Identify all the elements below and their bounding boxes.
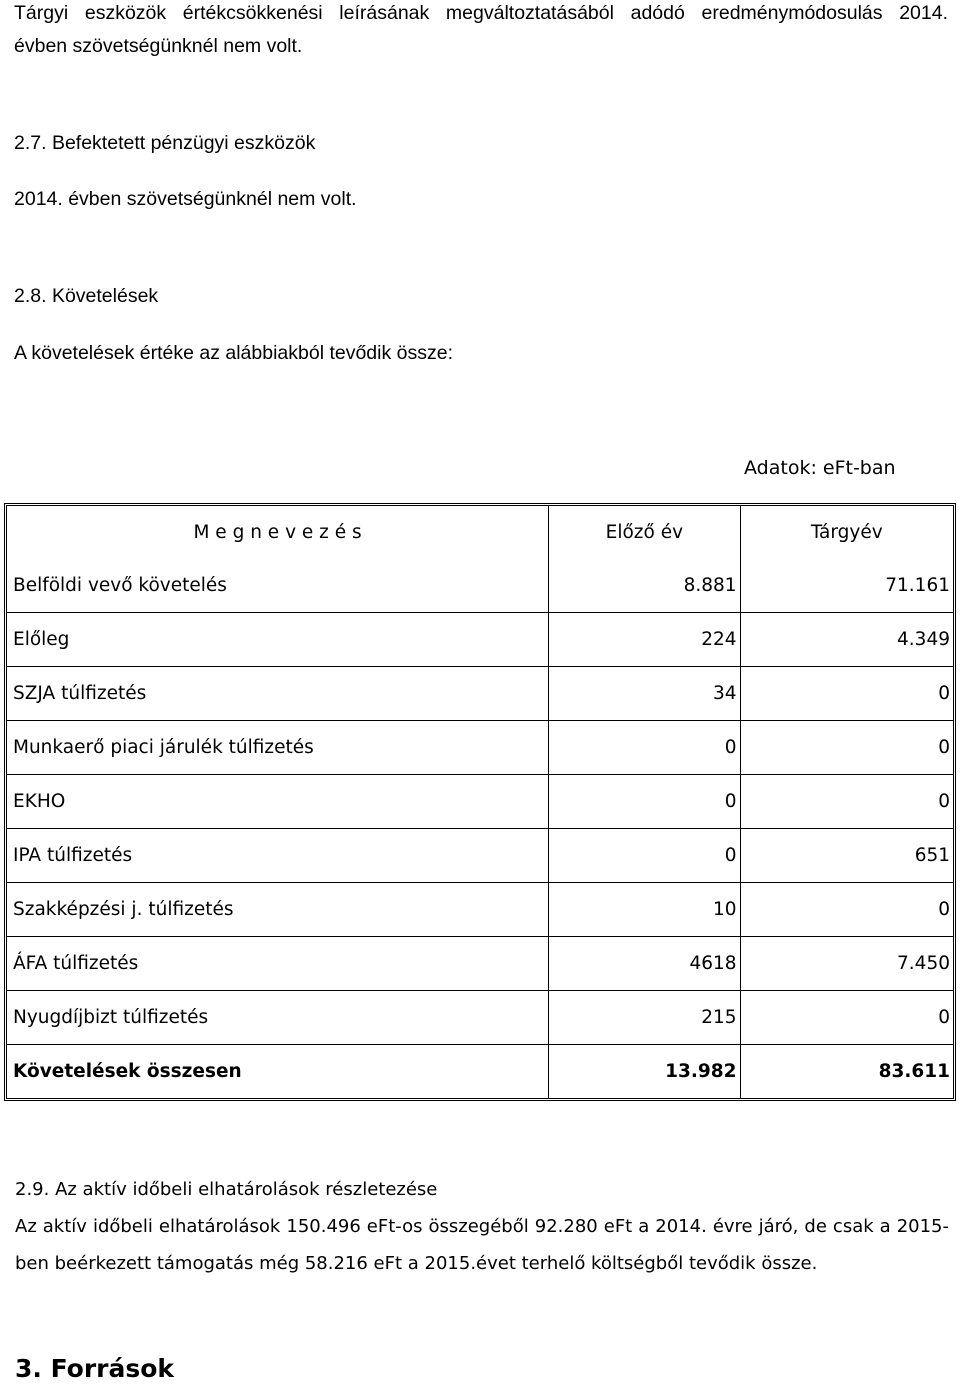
section-2-9-line-1: Az aktív időbeli elhatárolások 150.496 eFt-os összegéből 92.280 eFt a 2014. évre járó, de csak a 2015-: [15, 1216, 949, 1237]
row-current: 0: [741, 775, 953, 829]
row-name: Előleg: [7, 613, 549, 667]
header-name: M e g n e v e z é s: [7, 506, 549, 559]
section-3-title: 3. Források: [15, 1354, 175, 1383]
row-current: 0: [741, 991, 953, 1045]
unit-note: Adatok: eFt-ban: [744, 457, 896, 479]
section-2-8-title: 2.8. Követelések: [14, 285, 159, 307]
row-name: Nyugdíjbizt túlfizetés: [7, 991, 549, 1045]
intro-line-2: évben szövetségünknél nem volt.: [14, 35, 303, 57]
section-2-8-text: A követelések értéke az alábbiakból tevődik össze:: [14, 342, 454, 364]
row-name: Belföldi vevő követelés: [7, 559, 549, 613]
total-name: Követelések összesen: [7, 1045, 549, 1098]
row-current: 4.349: [741, 613, 953, 667]
row-name: SZJA túlfizetés: [7, 667, 549, 721]
row-previous: 224: [549, 613, 740, 667]
header-previous-year: Előző év: [549, 506, 740, 559]
row-previous: 8.881: [549, 559, 740, 613]
table-row: [7, 559, 953, 613]
row-current: 0: [741, 667, 953, 721]
row-previous: 0: [549, 829, 740, 883]
section-2-7-text: 2014. évben szövetségünknél nem volt.: [14, 188, 357, 210]
table-row: [7, 829, 953, 883]
section-2-9-title: 2.9. Az aktív időbeli elhatárolások részletezése: [15, 1179, 438, 1200]
row-name: ÁFA túlfizetés: [7, 937, 549, 991]
table-row: [7, 721, 953, 775]
row-previous: 0: [549, 721, 740, 775]
row-name: Munkaerő piaci járulék túlfizetés: [7, 721, 549, 775]
table-total-row: [7, 1045, 953, 1098]
table-row: [7, 667, 953, 721]
header-current-year: Tárgyév: [810, 522, 883, 543]
table-row: [7, 883, 953, 937]
row-current: 71.161: [741, 559, 953, 613]
row-current: 651: [741, 829, 953, 883]
row-previous: 10: [549, 883, 740, 937]
intro-line-1: Tárgyi eszközök értékcsökkenési leírásának megváltoztatásából adódó eredménymódosulás 2014.: [14, 2, 948, 24]
table-row: [7, 613, 953, 667]
receivables-table: [4, 503, 956, 1101]
table-row: [7, 775, 953, 829]
table-header-row: [7, 506, 953, 559]
row-name: Szakképzési j. túlfizetés: [7, 883, 549, 937]
row-current: 0: [741, 883, 953, 937]
row-previous: 34: [549, 667, 740, 721]
row-name: IPA túlfizetés: [7, 829, 549, 883]
section-2-7-title: 2.7. Befektetett pénzügyi eszközök: [14, 132, 316, 154]
row-name: EKHO: [7, 775, 549, 829]
row-current: 0: [741, 721, 953, 775]
row-previous: 4618: [549, 937, 740, 991]
total-current: 83.611: [878, 1061, 950, 1082]
row-current: 7.450: [741, 937, 953, 991]
row-previous: 215: [549, 991, 740, 1045]
table-row: [7, 991, 953, 1045]
section-2-9-line-2: ben beérkezett támogatás még 58.216 eFt a 2015.évet terhelő költségből tevődik össze.: [15, 1253, 818, 1274]
row-previous: 0: [549, 775, 740, 829]
table-row: [7, 937, 953, 991]
total-previous: 13.982: [549, 1045, 740, 1098]
